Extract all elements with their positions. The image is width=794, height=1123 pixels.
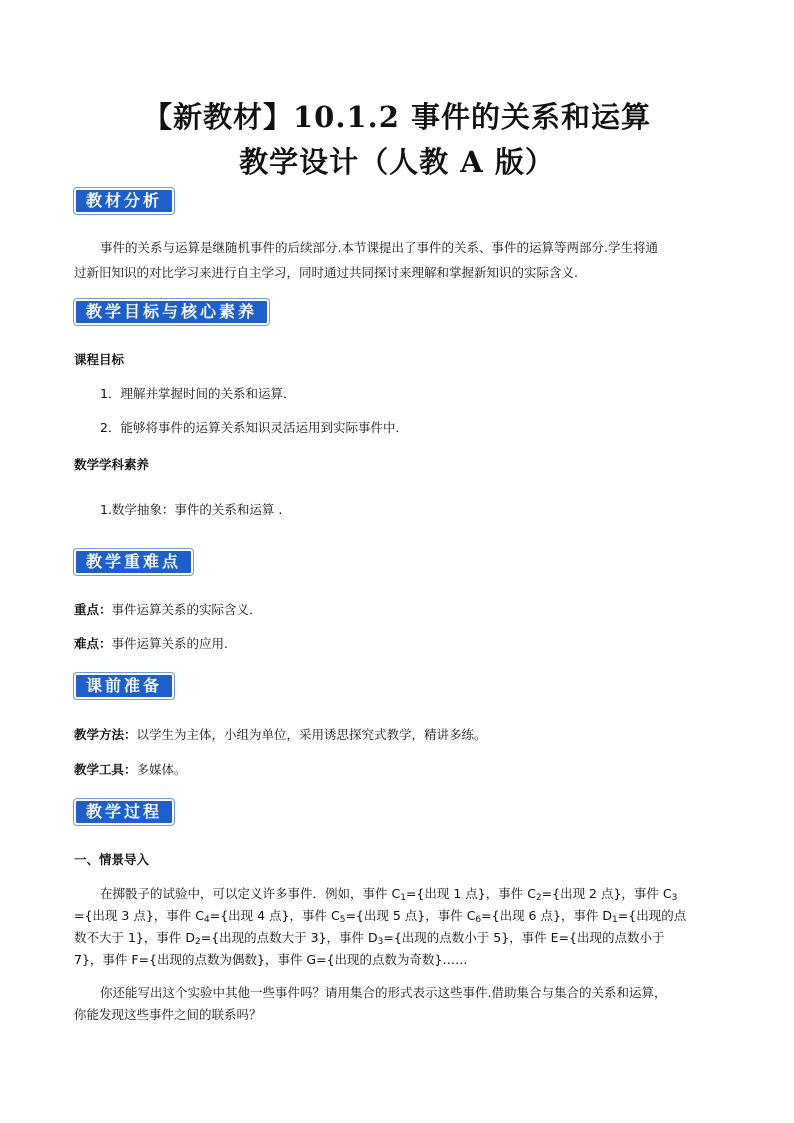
question-paragraph-line2: 你能发现这些事件之间的联系吗？ [74,1007,262,1022]
difficulty-text: 事件运算关系的应用. [111,636,228,651]
section-tag-analysis: 教材分析 [74,188,174,214]
literacy-heading: 数学学科素养 [74,457,150,472]
teaching-tool-line [74,760,187,778]
key-point-label: 重点： [74,602,112,617]
intro-paragraph-line3: 数不大于 1}，事件 $D_2=${出现的点数大于 3}，事件 $D_3=${出现的点数小于 5}，事件 E={出现的点数小于 [74,930,665,947]
teaching-tool-label: 教学工具： [74,762,137,777]
section-tag-goals: 教学目标与核心素养 [74,299,269,325]
key-point-line [74,600,262,618]
teaching-tool-text: 多媒体。 [136,762,187,777]
intro-paragraph-line4: 7}，事件 F={出现的点数为偶数}，事件 G={出现的点数为奇数}…… [74,952,468,967]
intro-paragraph-line1: 在掷骰子的试验中，可以定义许多事件．例如，事件 $C_1=${出现 1 点}，事件 $C_2=${出现 2 点}，事件 $C_3$ [100,886,678,903]
analysis-paragraph-line2: 过新旧知识的对比学习来进行自主学习，同时通过共同探讨来理解和掌握新知识的实际含义. [74,265,578,280]
section-tag-preparation: 课前准备 [74,673,174,699]
document-title: 【新教材】10.1.2 事件的关系和运算 [142,100,651,134]
difficulty-label: 难点： [74,636,112,651]
key-point-text: 事件运算关系的实际含义． [111,602,262,617]
document-subtitle: 教学设计（人教 A 版） [239,145,555,179]
goal-item-1: 1．理解并掌握时间的关系和运算． [100,386,296,401]
teaching-method-label: 教学方法： [74,727,137,742]
literacy-item-1: 1.数学抽象：事件的关系和运算 . [100,502,283,517]
section-tag-process: 教学过程 [74,799,174,825]
intro-heading: 一、情景导入 [74,852,150,867]
section-tag-key-points: 教学重难点 [74,549,193,575]
analysis-paragraph-line1: 事件的关系与运算是继随机事件的后续部分.本节课提出了事件的关系、事件的运算等两部分.学生将通 [100,240,658,255]
course-goal-heading: 课程目标 [74,352,125,367]
question-paragraph-line1: 你还能写出这个实验中其他一些事件吗？请用集合的形式表示这些事件.借助集合与集合的关系和运算， [100,985,667,1000]
teaching-method-text: 以学生为主体，小组为单位，采用诱思探究式教学，精讲多练。 [136,727,487,742]
teaching-method-line [74,725,487,743]
intro-paragraph-line2: ={出现 3 点}，事件 $C_4=${出现 4 点}，事件 $C_5=${出现 5 点}，事件 $C_6=${出现 6 点}，事件 $D_1=${出现的点 [74,908,687,925]
difficulty-line [74,634,228,652]
goal-item-2: 2．能够将事件的运算关系知识灵活运用到实际事件中． [100,420,408,435]
